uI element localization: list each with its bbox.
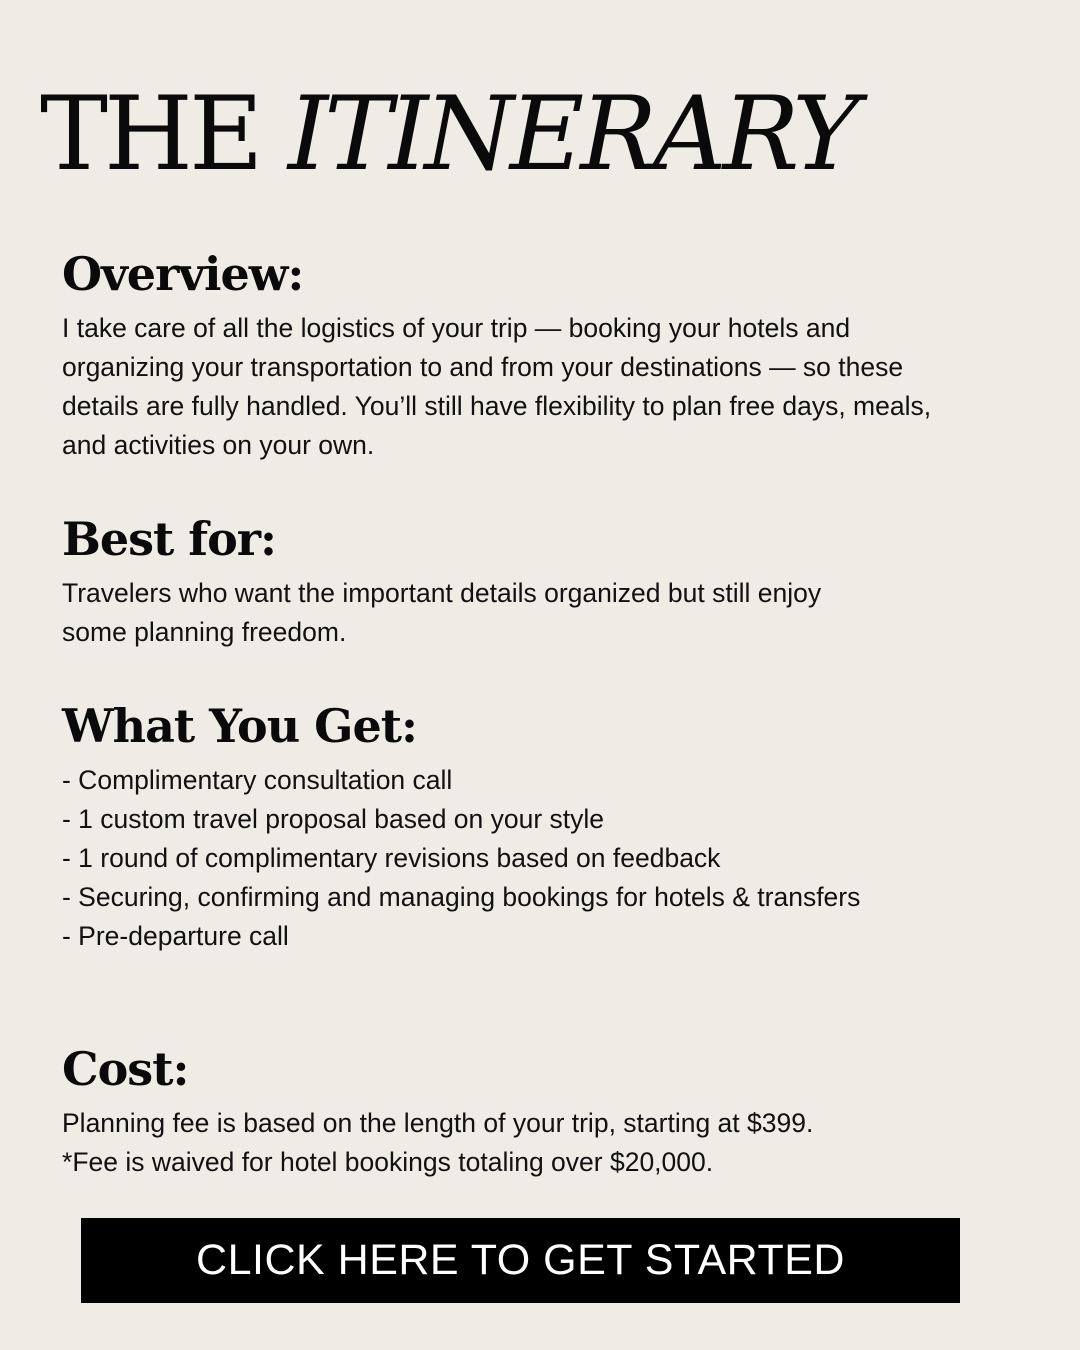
best-for-section	[62, 513, 952, 652]
overview-section	[62, 248, 952, 465]
cost-line-1: Planning fee is based on the length of your trip, starting at $399.	[62, 1107, 814, 1138]
overview-heading: Overview:	[62, 247, 304, 301]
what-you-get-section	[62, 700, 952, 956]
get-started-button[interactable]: CLICK HERE TO GET STARTED	[81, 1218, 960, 1303]
cost-text	[62, 1104, 982, 1182]
list-item: - Pre-departure call	[62, 920, 289, 951]
what-you-get-heading: What You Get:	[62, 699, 417, 753]
overview-text: I take care of all the logistics of your trip — booking your hotels and organizing your transportation to and from your destinations — so these details are fully handled. You’ll still have flexibility to plan free days, meals, and activities on your own.	[62, 312, 932, 460]
list-item: - 1 round of complimentary revisions based on feedback	[62, 842, 721, 873]
best-for-text: Travelers who want the important details organized but still enjoy some planning freedom.	[62, 577, 822, 647]
cost-heading: Cost:	[62, 1042, 189, 1096]
cost-line-2: *Fee is waived for hotel bookings totaling over $20,000.	[62, 1146, 714, 1177]
list-item: - Securing, confirming and managing bookings for hotels & transfers	[62, 881, 861, 912]
title-italic: ITINERARY	[287, 75, 856, 194]
what-you-get-list	[62, 761, 862, 956]
list-item: - 1 custom travel proposal based on your style	[62, 803, 605, 834]
cost-section	[62, 1043, 952, 1182]
title-plain: THE	[40, 75, 260, 194]
list-item: - Complimentary consultation call	[62, 764, 453, 795]
page-title	[40, 75, 856, 194]
best-for-heading: Best for:	[62, 512, 276, 566]
